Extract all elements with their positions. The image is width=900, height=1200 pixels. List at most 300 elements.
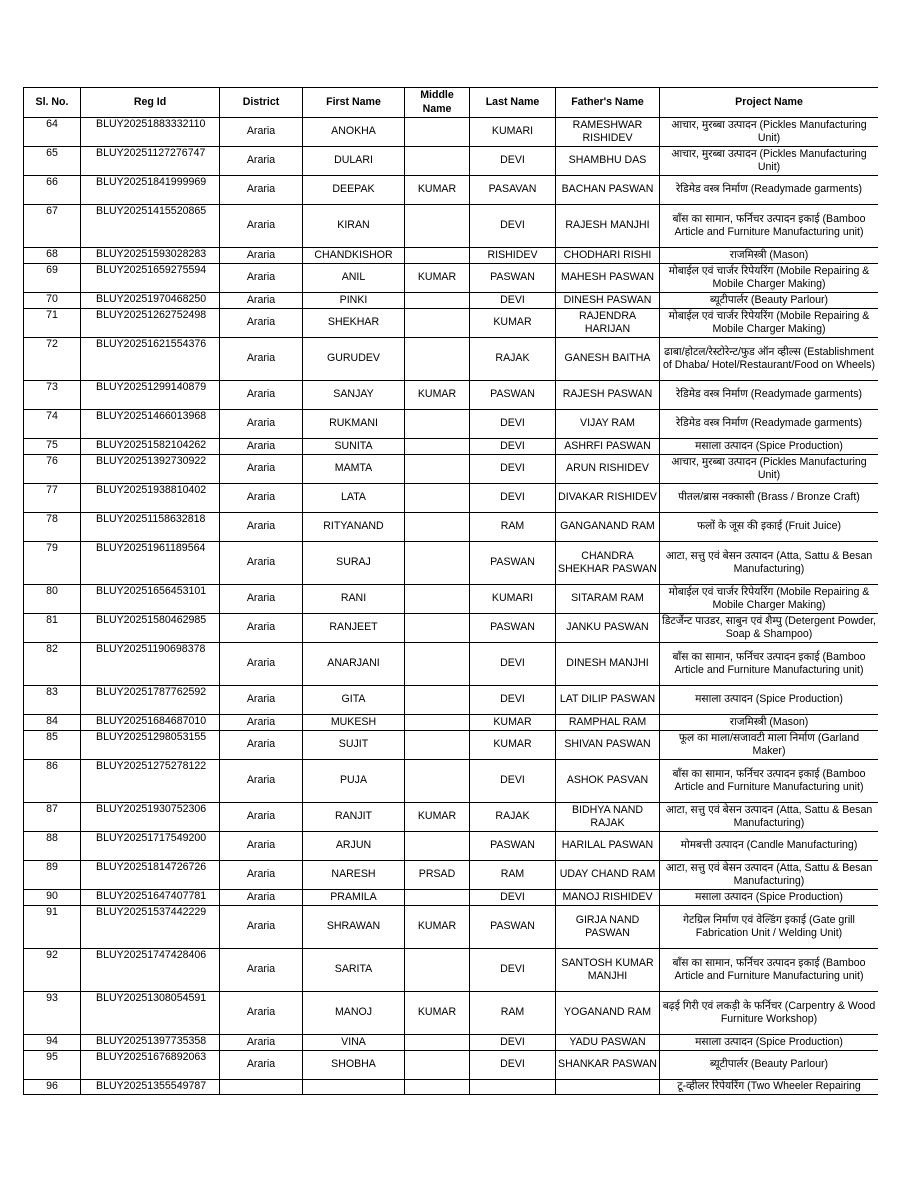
district-cell	[220, 1080, 303, 1095]
table-row	[24, 439, 879, 455]
project-name-cell: बाँस का सामान, फर्निचर उत्पादन इकाई (Bamboo Article and Furniture Manufacturing unit)	[660, 760, 879, 803]
reg-id-cell: BLUY20251747428406	[81, 949, 220, 992]
header-sl-no: Sl. No.	[24, 88, 81, 118]
first-name-cell: DEEPAK	[303, 176, 405, 205]
table-row	[24, 248, 879, 264]
sl-no-cell: 93	[24, 992, 81, 1035]
reg-id-cell: BLUY20251466013968	[81, 410, 220, 439]
middle-name-cell	[405, 760, 470, 803]
first-name-cell: MUKESH	[303, 715, 405, 731]
first-name-cell: GURUDEV	[303, 338, 405, 381]
sl-no-cell: 81	[24, 614, 81, 643]
fathers-name-cell: DINESH MANJHI	[556, 643, 660, 686]
middle-name-cell	[405, 410, 470, 439]
fathers-name-cell: CHANDRA SHEKHAR PASWAN	[556, 542, 660, 585]
last-name-cell: DEVI	[470, 890, 556, 906]
district-cell: Araria	[220, 542, 303, 585]
district-cell: Araria	[220, 890, 303, 906]
sl-no-cell: 69	[24, 264, 81, 293]
reg-id-cell: BLUY20251970468250	[81, 293, 220, 309]
sl-no-cell: 68	[24, 248, 81, 264]
middle-name-cell	[405, 205, 470, 248]
district-cell: Araria	[220, 715, 303, 731]
sl-no-cell: 65	[24, 147, 81, 176]
fathers-name-cell: SHANKAR PASWAN	[556, 1051, 660, 1080]
first-name-cell: PRAMILA	[303, 890, 405, 906]
table-row	[24, 1080, 879, 1095]
sl-no-cell: 72	[24, 338, 81, 381]
sl-no-cell: 77	[24, 484, 81, 513]
fathers-name-cell: GANGANAND RAM	[556, 513, 660, 542]
middle-name-cell	[405, 1051, 470, 1080]
reg-id-cell: BLUY20251814726726	[81, 861, 220, 890]
middle-name-cell: KUMAR	[405, 381, 470, 410]
fathers-name-cell: ASHRFI PASWAN	[556, 439, 660, 455]
district-cell: Araria	[220, 585, 303, 614]
table-row	[24, 614, 879, 643]
table-row	[24, 803, 879, 832]
project-name-cell: आटा, सत्तु एवं बेसन उत्पादन (Atta, Sattu & Besan Manufacturing)	[660, 861, 879, 890]
table-row	[24, 949, 879, 992]
district-cell: Araria	[220, 686, 303, 715]
last-name-cell: DEVI	[470, 1035, 556, 1051]
last-name-cell: RAJAK	[470, 338, 556, 381]
last-name-cell: DEVI	[470, 643, 556, 686]
reg-id-cell: BLUY20251659275594	[81, 264, 220, 293]
last-name-cell: RAJAK	[470, 803, 556, 832]
table-row	[24, 205, 879, 248]
fathers-name-cell: HARILAL PASWAN	[556, 832, 660, 861]
first-name-cell: RITYANAND	[303, 513, 405, 542]
middle-name-cell	[405, 338, 470, 381]
first-name-cell: ANOKHA	[303, 118, 405, 147]
fathers-name-cell: SITARAM RAM	[556, 585, 660, 614]
sl-no-cell: 74	[24, 410, 81, 439]
fathers-name-cell: SHAMBHU DAS	[556, 147, 660, 176]
middle-name-cell: KUMAR	[405, 803, 470, 832]
sl-no-cell: 89	[24, 861, 81, 890]
fathers-name-cell: RAMESHWAR RISHIDEV	[556, 118, 660, 147]
project-name-cell: राजमिस्त्री (Mason)	[660, 248, 879, 264]
last-name-cell: RAM	[470, 861, 556, 890]
project-name-cell: बाँस का सामान, फर्निचर उत्पादन इकाई (Bamboo Article and Furniture Manufacturing unit)	[660, 949, 879, 992]
first-name-cell: RANI	[303, 585, 405, 614]
project-name-cell: बढ़ई गिरी एवं लकड़ी के फर्निचर (Carpentry & Wood Furniture Workshop)	[660, 992, 879, 1035]
project-name-cell: मसाला उत्पादन (Spice Production)	[660, 439, 879, 455]
sl-no-cell: 71	[24, 309, 81, 338]
reg-id-cell: BLUY20251647407781	[81, 890, 220, 906]
district-cell: Araria	[220, 205, 303, 248]
last-name-cell: DEVI	[470, 439, 556, 455]
fathers-name-cell: LAT DILIP PASWAN	[556, 686, 660, 715]
first-name-cell: SHRAWAN	[303, 906, 405, 949]
table-row	[24, 861, 879, 890]
last-name-cell	[470, 1080, 556, 1095]
fathers-name-cell: YADU PASWAN	[556, 1035, 660, 1051]
middle-name-cell	[405, 832, 470, 861]
project-name-cell: रेडिमेड वस्त्र निर्माण (Readymade garments)	[660, 381, 879, 410]
district-cell: Araria	[220, 731, 303, 760]
reg-id-cell: BLUY20251580462985	[81, 614, 220, 643]
sl-no-cell: 79	[24, 542, 81, 585]
district-cell: Araria	[220, 381, 303, 410]
table-row	[24, 484, 879, 513]
sl-no-cell: 76	[24, 455, 81, 484]
first-name-cell: RANJEET	[303, 614, 405, 643]
fathers-name-cell: ASHOK PASVAN	[556, 760, 660, 803]
header-project-name: Project Name	[660, 88, 879, 118]
table-row	[24, 585, 879, 614]
last-name-cell: PASWAN	[470, 381, 556, 410]
project-name-cell: मोबाईल एवं चार्जर रिपेयरिंग (Mobile Repairing & Mobile Charger Making)	[660, 309, 879, 338]
project-name-cell: टू-व्हीलर रिपेयरिंग (Two Wheeler Repairing	[660, 1080, 879, 1095]
table-row	[24, 1035, 879, 1051]
last-name-cell: DEVI	[470, 484, 556, 513]
district-cell: Araria	[220, 309, 303, 338]
header-first-name: First Name	[303, 88, 405, 118]
district-cell: Araria	[220, 147, 303, 176]
middle-name-cell	[405, 147, 470, 176]
project-name-cell: ढाबा/होटल/रेस्टोरेन्ट/फुड ऑन व्हील्स (Establishment of Dhaba/ Hotel/Restaurant/Food on Wheels)	[660, 338, 879, 381]
middle-name-cell	[405, 890, 470, 906]
reg-id-cell: BLUY20251262752498	[81, 309, 220, 338]
table-row	[24, 513, 879, 542]
beneficiary-table-page	[23, 87, 878, 1106]
fathers-name-cell: MAHESH PASWAN	[556, 264, 660, 293]
sl-no-cell: 73	[24, 381, 81, 410]
district-cell: Araria	[220, 614, 303, 643]
project-name-cell: रेडिमेड वस्त्र निर्माण (Readymade garments)	[660, 410, 879, 439]
project-name-cell: गेटग्रिल निर्माण एवं वेल्डिंग इकाई (Gate grill Fabrication Unit / Welding Unit)	[660, 906, 879, 949]
last-name-cell: KUMARI	[470, 118, 556, 147]
sl-no-cell: 75	[24, 439, 81, 455]
reg-id-cell: BLUY20251787762592	[81, 686, 220, 715]
project-name-cell: पीतल/ब्रास नक्कासी (Brass / Bronze Craft)	[660, 484, 879, 513]
table-row	[24, 338, 879, 381]
first-name-cell: VINA	[303, 1035, 405, 1051]
project-name-cell: बाँस का सामान, फर्निचर उत्पादन इकाई (Bamboo Article and Furniture Manufacturing unit)	[660, 643, 879, 686]
middle-name-cell: KUMAR	[405, 264, 470, 293]
middle-name-cell	[405, 643, 470, 686]
district-cell: Araria	[220, 513, 303, 542]
last-name-cell: KUMAR	[470, 731, 556, 760]
sl-no-cell: 70	[24, 293, 81, 309]
district-cell: Araria	[220, 264, 303, 293]
last-name-cell: KUMARI	[470, 585, 556, 614]
last-name-cell: PASWAN	[470, 906, 556, 949]
table-row	[24, 906, 879, 949]
middle-name-cell	[405, 484, 470, 513]
sl-no-cell: 80	[24, 585, 81, 614]
table-row	[24, 731, 879, 760]
table-row	[24, 176, 879, 205]
table-row	[24, 293, 879, 309]
middle-name-cell	[405, 686, 470, 715]
project-name-cell: आचार, मुरब्बा उत्पादन (Pickles Manufacturing Unit)	[660, 118, 879, 147]
first-name-cell: DULARI	[303, 147, 405, 176]
sl-no-cell: 90	[24, 890, 81, 906]
district-cell: Araria	[220, 832, 303, 861]
project-name-cell: फूल का माला/सजावटी माला निर्माण (Garland Maker)	[660, 731, 879, 760]
fathers-name-cell: JANKU PASWAN	[556, 614, 660, 643]
last-name-cell: KUMAR	[470, 715, 556, 731]
district-cell: Araria	[220, 410, 303, 439]
table-row	[24, 1051, 879, 1080]
sl-no-cell: 92	[24, 949, 81, 992]
fathers-name-cell: GIRJA NAND PASWAN	[556, 906, 660, 949]
table-row	[24, 264, 879, 293]
last-name-cell: PASWAN	[470, 264, 556, 293]
project-name-cell: मसाला उत्पादन (Spice Production)	[660, 890, 879, 906]
last-name-cell: RAM	[470, 513, 556, 542]
last-name-cell: DEVI	[470, 410, 556, 439]
middle-name-cell	[405, 309, 470, 338]
reg-id-cell: BLUY20251621554376	[81, 338, 220, 381]
fathers-name-cell: RAJESH PASWAN	[556, 381, 660, 410]
first-name-cell: RUKMANI	[303, 410, 405, 439]
first-name-cell: MANOJ	[303, 992, 405, 1035]
fathers-name-cell: VIJAY RAM	[556, 410, 660, 439]
last-name-cell: DEVI	[470, 147, 556, 176]
fathers-name-cell: MANOJ RISHIDEV	[556, 890, 660, 906]
district-cell: Araria	[220, 439, 303, 455]
beneficiary-table	[23, 87, 878, 1095]
middle-name-cell	[405, 439, 470, 455]
project-name-cell: ब्यूटीपार्लर (Beauty Parlour)	[660, 1051, 879, 1080]
reg-id-cell: BLUY20251676892063	[81, 1051, 220, 1080]
table-row	[24, 832, 879, 861]
district-cell: Araria	[220, 118, 303, 147]
table-row	[24, 760, 879, 803]
sl-no-cell: 66	[24, 176, 81, 205]
middle-name-cell: KUMAR	[405, 992, 470, 1035]
project-name-cell: आचार, मुरब्बा उत्पादन (Pickles Manufacturing Unit)	[660, 147, 879, 176]
table-header-row	[24, 88, 879, 118]
reg-id-cell: BLUY20251883332110	[81, 118, 220, 147]
last-name-cell: PASWAN	[470, 832, 556, 861]
sl-no-cell: 94	[24, 1035, 81, 1051]
middle-name-cell	[405, 1080, 470, 1095]
fathers-name-cell: UDAY CHAND RAM	[556, 861, 660, 890]
reg-id-cell: BLUY20251275278122	[81, 760, 220, 803]
project-name-cell: मसाला उत्पादन (Spice Production)	[660, 686, 879, 715]
project-name-cell: राजमिस्त्री (Mason)	[660, 715, 879, 731]
sl-no-cell: 82	[24, 643, 81, 686]
project-name-cell: आटा, सत्तु एवं बेसन उत्पादन (Atta, Sattu & Besan Manufacturing)	[660, 542, 879, 585]
reg-id-cell: BLUY20251415520865	[81, 205, 220, 248]
fathers-name-cell: ARUN RISHIDEV	[556, 455, 660, 484]
first-name-cell: SHOBHA	[303, 1051, 405, 1080]
district-cell: Araria	[220, 484, 303, 513]
reg-id-cell: BLUY20251127276747	[81, 147, 220, 176]
district-cell: Araria	[220, 338, 303, 381]
district-cell: Araria	[220, 803, 303, 832]
last-name-cell: DEVI	[470, 293, 556, 309]
header-fathers-name: Father's Name	[556, 88, 660, 118]
project-name-cell: आचार, मुरब्बा उत्पादन (Pickles Manufacturing Unit)	[660, 455, 879, 484]
reg-id-cell: BLUY20251397735358	[81, 1035, 220, 1051]
table-row	[24, 118, 879, 147]
first-name-cell: KIRAN	[303, 205, 405, 248]
first-name-cell: PUJA	[303, 760, 405, 803]
district-cell: Araria	[220, 643, 303, 686]
first-name-cell: SARITA	[303, 949, 405, 992]
last-name-cell: DEVI	[470, 686, 556, 715]
district-cell: Araria	[220, 992, 303, 1035]
middle-name-cell	[405, 731, 470, 760]
sl-no-cell: 87	[24, 803, 81, 832]
header-middle-name: Middle Name	[405, 88, 470, 118]
first-name-cell: PINKI	[303, 293, 405, 309]
first-name-cell: SUJIT	[303, 731, 405, 760]
first-name-cell: MAMTA	[303, 455, 405, 484]
project-name-cell: फलों के जूस की इकाई (Fruit Juice)	[660, 513, 879, 542]
project-name-cell: मोबाईल एवं चार्जर रिपेयरिंग (Mobile Repairing & Mobile Charger Making)	[660, 264, 879, 293]
district-cell: Araria	[220, 1035, 303, 1051]
middle-name-cell	[405, 118, 470, 147]
last-name-cell: RISHIDEV	[470, 248, 556, 264]
first-name-cell: SHEKHAR	[303, 309, 405, 338]
header-last-name: Last Name	[470, 88, 556, 118]
middle-name-cell: KUMAR	[405, 906, 470, 949]
project-name-cell: रेडिमेड वस्त्र निर्माण (Readymade garments)	[660, 176, 879, 205]
first-name-cell: CHANDKISHOR	[303, 248, 405, 264]
middle-name-cell: PRSAD	[405, 861, 470, 890]
fathers-name-cell: YOGANAND RAM	[556, 992, 660, 1035]
fathers-name-cell: SANTOSH KUMAR MANJHI	[556, 949, 660, 992]
fathers-name-cell: RAMPHAL RAM	[556, 715, 660, 731]
header-district: District	[220, 88, 303, 118]
sl-no-cell: 83	[24, 686, 81, 715]
table-row	[24, 381, 879, 410]
district-cell: Araria	[220, 248, 303, 264]
district-cell: Araria	[220, 176, 303, 205]
first-name-cell: ANIL	[303, 264, 405, 293]
middle-name-cell	[405, 715, 470, 731]
header-reg-id: Reg Id	[81, 88, 220, 118]
reg-id-cell: BLUY20251684687010	[81, 715, 220, 731]
district-cell: Araria	[220, 949, 303, 992]
reg-id-cell: BLUY20251582104262	[81, 439, 220, 455]
table-row	[24, 410, 879, 439]
middle-name-cell	[405, 949, 470, 992]
table-row	[24, 309, 879, 338]
middle-name-cell	[405, 1035, 470, 1051]
last-name-cell: DEVI	[470, 1051, 556, 1080]
middle-name-cell: KUMAR	[405, 176, 470, 205]
project-name-cell: मसाला उत्पादन (Spice Production)	[660, 1035, 879, 1051]
first-name-cell: LATA	[303, 484, 405, 513]
last-name-cell: DEVI	[470, 760, 556, 803]
reg-id-cell: BLUY20251717549200	[81, 832, 220, 861]
middle-name-cell	[405, 585, 470, 614]
sl-no-cell: 85	[24, 731, 81, 760]
first-name-cell: ARJUN	[303, 832, 405, 861]
last-name-cell: DEVI	[470, 205, 556, 248]
table-row	[24, 455, 879, 484]
last-name-cell: KUMAR	[470, 309, 556, 338]
reg-id-cell: BLUY20251841999969	[81, 176, 220, 205]
table-row	[24, 715, 879, 731]
reg-id-cell: BLUY20251308054591	[81, 992, 220, 1035]
fathers-name-cell: CHODHARI RISHI	[556, 248, 660, 264]
project-name-cell: मोमबत्ती उत्पादन (Candle Manufacturing)	[660, 832, 879, 861]
table-row	[24, 686, 879, 715]
fathers-name-cell: RAJESH MANJHI	[556, 205, 660, 248]
first-name-cell: SUNITA	[303, 439, 405, 455]
sl-no-cell: 96	[24, 1080, 81, 1095]
project-name-cell: ब्यूटीपार्लर (Beauty Parlour)	[660, 293, 879, 309]
fathers-name-cell: GANESH BAITHA	[556, 338, 660, 381]
project-name-cell: डिटर्जेन्ट पाउडर, साबुन एवं शैम्पु (Detergent Powder, Soap & Shampoo)	[660, 614, 879, 643]
sl-no-cell: 67	[24, 205, 81, 248]
fathers-name-cell: DINESH PASWAN	[556, 293, 660, 309]
first-name-cell: SURAJ	[303, 542, 405, 585]
fathers-name-cell: SHIVAN PASWAN	[556, 731, 660, 760]
last-name-cell: PASWAN	[470, 614, 556, 643]
sl-no-cell: 86	[24, 760, 81, 803]
sl-no-cell: 95	[24, 1051, 81, 1080]
district-cell: Araria	[220, 861, 303, 890]
middle-name-cell	[405, 542, 470, 585]
table-row	[24, 992, 879, 1035]
last-name-cell: RAM	[470, 992, 556, 1035]
district-cell: Araria	[220, 455, 303, 484]
last-name-cell: DEVI	[470, 949, 556, 992]
fathers-name-cell: BIDHYA NAND RAJAK	[556, 803, 660, 832]
first-name-cell: SANJAY	[303, 381, 405, 410]
middle-name-cell	[405, 513, 470, 542]
table-row	[24, 643, 879, 686]
project-name-cell: बाँस का सामान, फर्निचर उत्पादन इकाई (Bamboo Article and Furniture Manufacturing unit)	[660, 205, 879, 248]
sl-no-cell: 91	[24, 906, 81, 949]
sl-no-cell: 88	[24, 832, 81, 861]
last-name-cell: DEVI	[470, 455, 556, 484]
reg-id-cell: BLUY20251961189564	[81, 542, 220, 585]
reg-id-cell: BLUY20251299140879	[81, 381, 220, 410]
district-cell: Araria	[220, 906, 303, 949]
middle-name-cell	[405, 614, 470, 643]
sl-no-cell: 84	[24, 715, 81, 731]
first-name-cell: GITA	[303, 686, 405, 715]
table-row	[24, 890, 879, 906]
first-name-cell: ANARJANI	[303, 643, 405, 686]
fathers-name-cell: BACHAN PASWAN	[556, 176, 660, 205]
reg-id-cell: BLUY20251656453101	[81, 585, 220, 614]
middle-name-cell	[405, 248, 470, 264]
district-cell: Araria	[220, 1051, 303, 1080]
reg-id-cell: BLUY20251537442229	[81, 906, 220, 949]
table-row	[24, 542, 879, 585]
middle-name-cell	[405, 455, 470, 484]
last-name-cell: PASWAN	[470, 542, 556, 585]
sl-no-cell: 64	[24, 118, 81, 147]
district-cell: Araria	[220, 293, 303, 309]
reg-id-cell: BLUY20251355549787	[81, 1080, 220, 1095]
first-name-cell	[303, 1080, 405, 1095]
fathers-name-cell: DIVAKAR RISHIDEV	[556, 484, 660, 513]
middle-name-cell	[405, 293, 470, 309]
reg-id-cell: BLUY20251392730922	[81, 455, 220, 484]
reg-id-cell: BLUY20251930752306	[81, 803, 220, 832]
fathers-name-cell: RAJENDRA HARIJAN	[556, 309, 660, 338]
first-name-cell: RANJIT	[303, 803, 405, 832]
reg-id-cell: BLUY20251190698378	[81, 643, 220, 686]
project-name-cell: आटा, सत्तु एवं बेसन उत्पादन (Atta, Sattu & Besan Manufacturing)	[660, 803, 879, 832]
reg-id-cell: BLUY20251593028283	[81, 248, 220, 264]
sl-no-cell: 78	[24, 513, 81, 542]
reg-id-cell: BLUY20251158632818	[81, 513, 220, 542]
